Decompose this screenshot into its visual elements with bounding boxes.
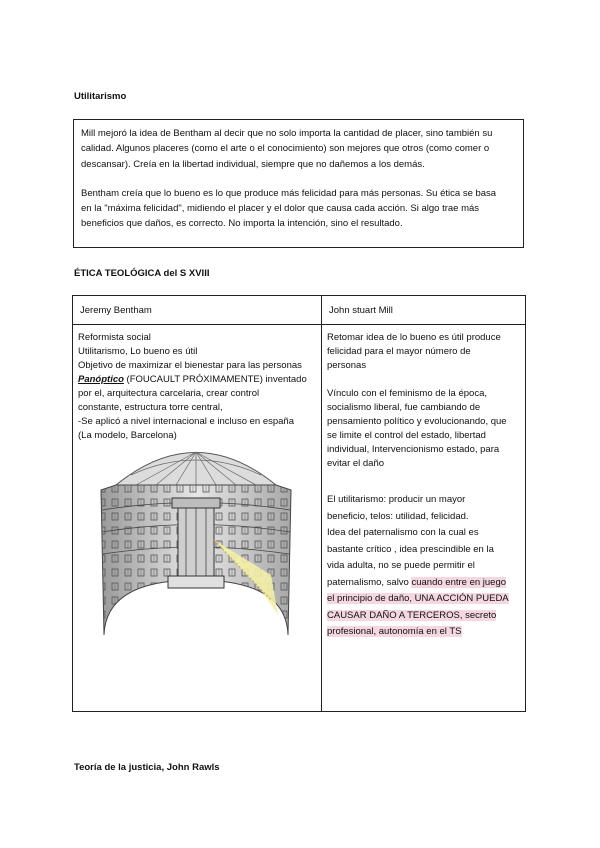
- highlighted-text: CAUSAR DAÑO A TERCEROS, secreto: [327, 609, 497, 621]
- section-title-rawls: Teoría de la justicia, John Rawls: [74, 762, 220, 773]
- bentham-line: Reformista social: [78, 332, 151, 343]
- mill-line: personas: [327, 360, 367, 371]
- panopticon-illustration: [96, 440, 296, 640]
- box-line: calidad. Algunos placeres (como el arte o el conocimiento) son mejores que otros (como comer o: [81, 143, 490, 155]
- bentham-line: por el, arquitectura carcelaria, crear control: [78, 388, 260, 399]
- highlighted-text: el principio de daño, UNA ACCIÓN PUEDA: [327, 593, 509, 604]
- section-title-etica-teologica: ÉTICA TEOLÓGICA del S XVIII: [74, 268, 210, 279]
- mill-line: bastante crítico , idea prescindible en la: [327, 543, 494, 555]
- box-line: en la "máxima felicidad", midiendo el placer y el dolor que causa cada acción. Si algo trae más: [81, 203, 480, 215]
- bentham-line: Objetivo de maximizar el bienestar para las personas: [78, 360, 302, 371]
- mill-column: [327, 331, 507, 471]
- table-header-mill: John stuart Mill: [329, 305, 393, 316]
- box-line: descansar). Creía en la libertad individual, siempre que no dañemos a los demás.: [81, 158, 425, 170]
- mill-utilitarismo-block: [327, 492, 509, 641]
- mill-line: Retomar idea de lo bueno es útil produce: [327, 332, 501, 343]
- mill-line: [327, 575, 509, 592]
- highlighted-text: cuando entre en juego: [411, 576, 507, 588]
- highlighted-text: profesional, autonomía en el TS: [327, 626, 462, 637]
- box-line: beneficios que daños, es correcto. No importa la intención, sino el resultado.: [81, 218, 403, 230]
- summary-box: [73, 119, 524, 248]
- bentham-line: Utilitarismo, Lo bueno es útil: [78, 346, 198, 357]
- box-line: Mill mejoró la idea de Bentham al decir que no solo importa la cantidad de placer, sino también su: [81, 128, 493, 139]
- mill-line: [327, 591, 509, 608]
- mill-line: [327, 624, 509, 641]
- mill-line: Vínculo con el feminismo de la época,: [327, 388, 488, 399]
- mill-line: [327, 608, 509, 625]
- table-header-bentham: Jeremy Bentham: [80, 305, 152, 316]
- box-line: Bentham creía que lo bueno es lo que produce más felicidad para más personas. Su ética se basa: [81, 187, 497, 199]
- mill-line: El utilitarismo: producir un mayor: [327, 494, 466, 505]
- mill-line: beneficio, telos: utilidad, felicidad.: [327, 510, 469, 522]
- mill-line: Idea del paternalismo con la cual es: [327, 527, 479, 538]
- section-title-utilitarismo: Utilitarismo: [74, 91, 127, 102]
- mill-line: socialismo liberal, fue cambiando de: [327, 402, 481, 413]
- bentham-line: (La modelo, Barcelona): [78, 430, 177, 441]
- mill-plain-text: paternalismo, salvo: [327, 576, 412, 588]
- bentham-line: [78, 373, 307, 387]
- bentham-line: constante, estructura torre central,: [78, 402, 223, 413]
- bentham-column: [78, 331, 307, 443]
- mill-line: pensamiento político y evolucionando, que: [327, 416, 507, 427]
- mill-line: evitar el daño: [327, 458, 385, 469]
- bentham-line: -Se aplicó a nivel internacional e incluso en españa: [78, 416, 294, 427]
- panoptico-rest: (FOUCAULT PRÓXIMAMENTE) inventado: [123, 374, 307, 385]
- mill-line: vida adulta, no se puede permitir el: [327, 560, 475, 571]
- mill-line: se limite el control del estado, libertad: [327, 430, 486, 441]
- panoptico-term: Panóptico: [78, 374, 124, 385]
- mill-line: felicidad para el mayor número de: [327, 346, 471, 357]
- mill-line: individual, Intervencionismo estado, para: [327, 444, 500, 455]
